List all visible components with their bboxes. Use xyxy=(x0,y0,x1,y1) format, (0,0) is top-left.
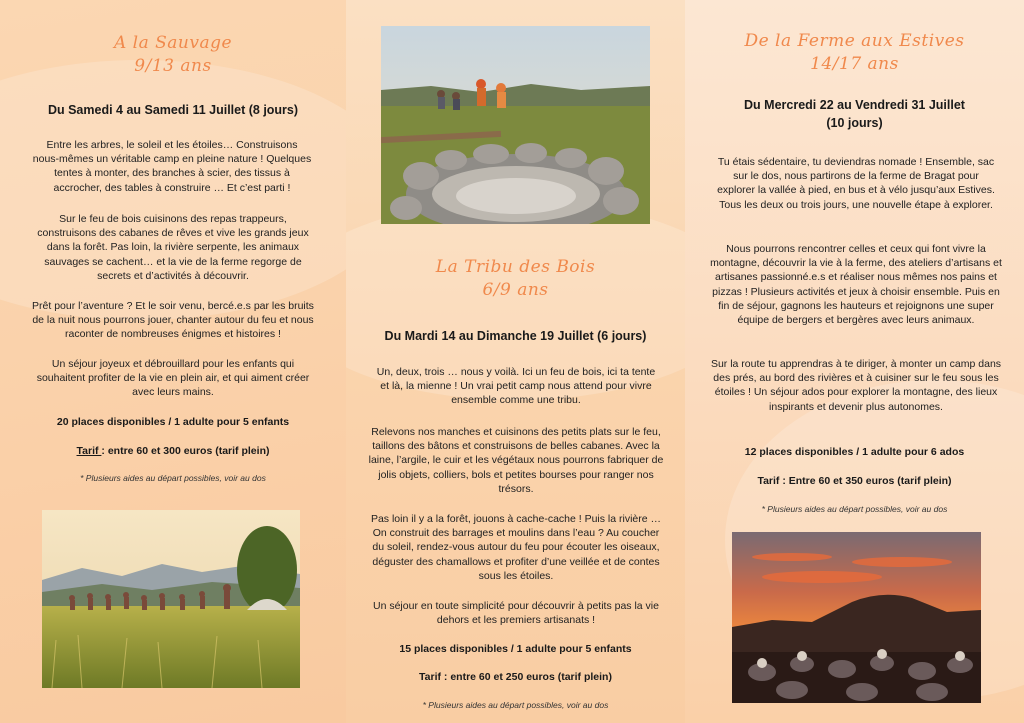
stay-dates: Du Samedi 4 au Samedi 11 Juillet (8 jours) xyxy=(47,103,299,117)
section-title xyxy=(0,32,346,78)
age-range: 6/9 ans xyxy=(482,280,549,300)
description-paragraph: Un, deux, trois … nous y voilà. Ici un feu de bois, ici ta tente et là, la mienne ! Un vrai petit camp nous attend pour vivre ensemble comme une tribu. xyxy=(376,366,656,407)
description-paragraph: Sur le feu de bois cuisinons des repas trappeurs, construisons des cabanes de rêves et vive les grands jeux dans la forêt. Pas loin, la rivière serpente, les animaux sauvages se cachent… et la vie de la ferme regorge de secrets et d’activités à découvrir. xyxy=(37,213,309,282)
description-paragraph: Un séjour en toute simplicité pour découvrir à petits pas la vie dehors et les premiers artisanats ! xyxy=(373,600,659,627)
description-paragraph: Entre les arbres, le soleil et les étoiles… Construisons nous-mêmes un véritable camp en pleine nature ! Quelques tentes à monter, des branches à scier, des tissus à accrocher, des tables à construire … Et c’est parti ! xyxy=(32,139,312,194)
panel-de-la-ferme-aux-estives xyxy=(685,0,1024,723)
places-info: 15 places disponibles / 1 adulte pour 5 enfants xyxy=(399,643,632,655)
sunset-group-photo xyxy=(732,532,981,703)
aid-note: * Plusieurs aides au départ possibles, voir au dos xyxy=(422,700,609,710)
tarif-label: Tarif xyxy=(76,445,102,457)
tarif-info: Tarif : entre 60 et 250 euros (tarif plein) xyxy=(419,671,612,683)
places-info: 20 places disponibles / 1 adulte pour 5 enfants xyxy=(56,416,290,428)
age-range: 14/17 ans xyxy=(810,54,899,74)
section-title xyxy=(685,30,1024,76)
panel-a-la-sauvage xyxy=(0,0,346,723)
dates-line: Du Mercredi 22 au Vendredi 31 Juillet xyxy=(744,98,965,112)
duration: (10 jours) xyxy=(826,116,883,130)
description-paragraph: Pas loin il y a la forêt, jouons à cache-cache ! Puis la rivière … On construit des barrages et moulins dans l’eau ? Au coucher du soleil, rendez-vous autour du feu pour écouter les oiseaux, déguster des chamallows et profiter d’une veillée et de contes sous les étoiles. xyxy=(370,513,662,582)
stay-dates xyxy=(685,96,1024,132)
description-paragraph: Prêt pour l’aventure ? Et le soir venu, bercé.e.s par les bruits de la nuit nous pourrons jouer, chanter autour du feu et nous raconter de nombreuses énigmes et histoires ! xyxy=(32,300,314,341)
age-range: 9/13 ans xyxy=(134,56,212,76)
title-text: A la Sauvage xyxy=(113,33,233,53)
tarif-info: Tarif : Entre 60 et 350 euros (tarif plein) xyxy=(757,475,952,487)
description-paragraph: Relevons nos manches et cuisinons des petits plats sur le feu, taillons des bâtons et construisons de belles cabanes. Avec la laine, l’argile, le cuir et les végétaux nous pourrons fabriquer de jolis objets, colliers, bols et petites bourses pour ranger nos trésors. xyxy=(368,426,664,495)
stay-dates: Du Mardi 14 au Dimanche 19 Juillet (6 jours) xyxy=(384,329,647,343)
panel-la-tribu-des-bois xyxy=(346,0,685,723)
title-text: De la Ferme aux Estives xyxy=(744,31,965,51)
places-info: 12 places disponibles / 1 adulte pour 6 ados xyxy=(744,446,965,458)
section-title xyxy=(346,256,685,302)
field-group-photo xyxy=(42,510,300,688)
description-paragraph: Un séjour joyeux et débrouillard pour les enfants qui souhaitent profiter de la vie en plein air, et qui aiment créer avec leurs mains. xyxy=(36,358,310,399)
campfire-ring-photo xyxy=(381,26,650,224)
aid-note: * Plusieurs aides au départ possibles, voir au dos xyxy=(761,504,948,514)
tarif-info xyxy=(0,444,346,458)
description-paragraph: Tu étais sédentaire, tu deviendras nomade ! Ensemble, sac sur le dos, nous partirons de la ferme de Bragat pour explorer la vallée à pied, en bus et à vélo jusqu’aux Estives. Tous les deux ou trois jours, une nouvelle étape à explorer. xyxy=(717,156,995,211)
aid-note: * Plusieurs aides au départ possibles, voir au dos xyxy=(80,473,266,483)
description-paragraph: Sur la route tu apprendras à te diriger, à monter un camp dans des prés, au bord des rivières et à cuisiner sur le feu sous les étoiles ! Un séjour ados pour explorer la montagne, des lieux inspirants et devenir plus autonomes. xyxy=(710,358,1002,413)
title-text: La Tribu des Bois xyxy=(435,257,596,277)
description-paragraph: Nous pourrons rencontrer celles et ceux qui font vivre la montagne, découvrir la vie à la ferme, des ateliers d’artisans et artisanes passionné.e.s et réaliser nous mêmes nos pains et pizzas ! Plusieurs activités et jeux à choisir ensemble. Puis en fin de séjour, gagnons les hauteurs et rejoignons une super équipe de bergers et bergères avec leurs animaux. xyxy=(710,243,1002,327)
tarif-value: : entre 60 et 300 euros (tarif plein) xyxy=(101,445,270,457)
